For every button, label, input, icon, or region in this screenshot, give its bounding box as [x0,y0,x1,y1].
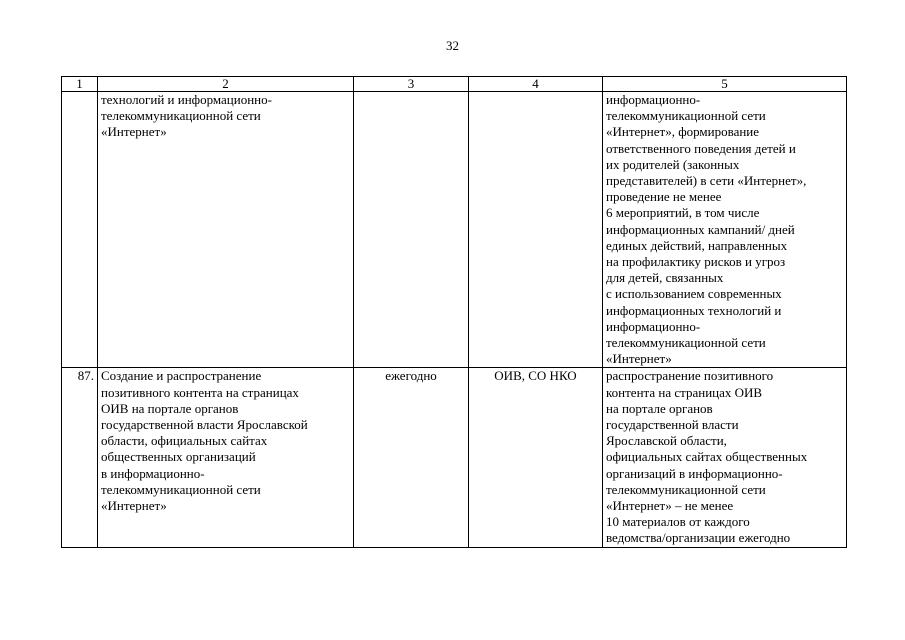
executors-cell: ОИВ, СО НКО [469,368,603,547]
plan-table [61,76,847,548]
header-cell-4: 4 [469,77,603,92]
executors-cell [469,92,603,368]
row-number-cell: 87. [62,368,98,547]
page-number: 32 [446,38,459,53]
event-cell: Создание и распространение позитивного контента на страницах ОИВ на портале органов государственной власти Ярославской области, официальных сайтах общественных организаций в информационно- телекоммуникационной сети «Интернет» [98,368,354,547]
row-number-cell [62,92,98,368]
table-row [62,92,847,368]
header-cell-5: 5 [603,77,847,92]
header-cell-3: 3 [354,77,469,92]
table-row [62,368,847,547]
term-cell: ежегодно [354,368,469,547]
result-cell: распространение позитивного контента на страницах ОИВ на портале органов государственной власти Ярославской области, официальных сайтах общественных организаций в информационно- телекоммуникационной сети «Интернет» – не менее 10 материалов от каждого ведомства/организации ежегодно [603,368,847,547]
result-cell: информационно- телекоммуникационной сети «Интернет», формирование ответственного поведения детей и их родителей (законных представителей) в сети «Интернет», проведение не менее 6 мероприятий, в том числе информационных кампаний/ дней единых действий, направленных на профилактику рисков и угроз для детей, связанных с использованием современных информационных технологий и информационно- телекоммуникационной сети «Интернет» [603,92,847,368]
term-cell [354,92,469,368]
table-header-row [62,77,847,92]
header-cell-1: 1 [62,77,98,92]
event-cell: технологий и информационно- телекоммуникационной сети «Интернет» [98,92,354,368]
header-cell-2: 2 [98,77,354,92]
